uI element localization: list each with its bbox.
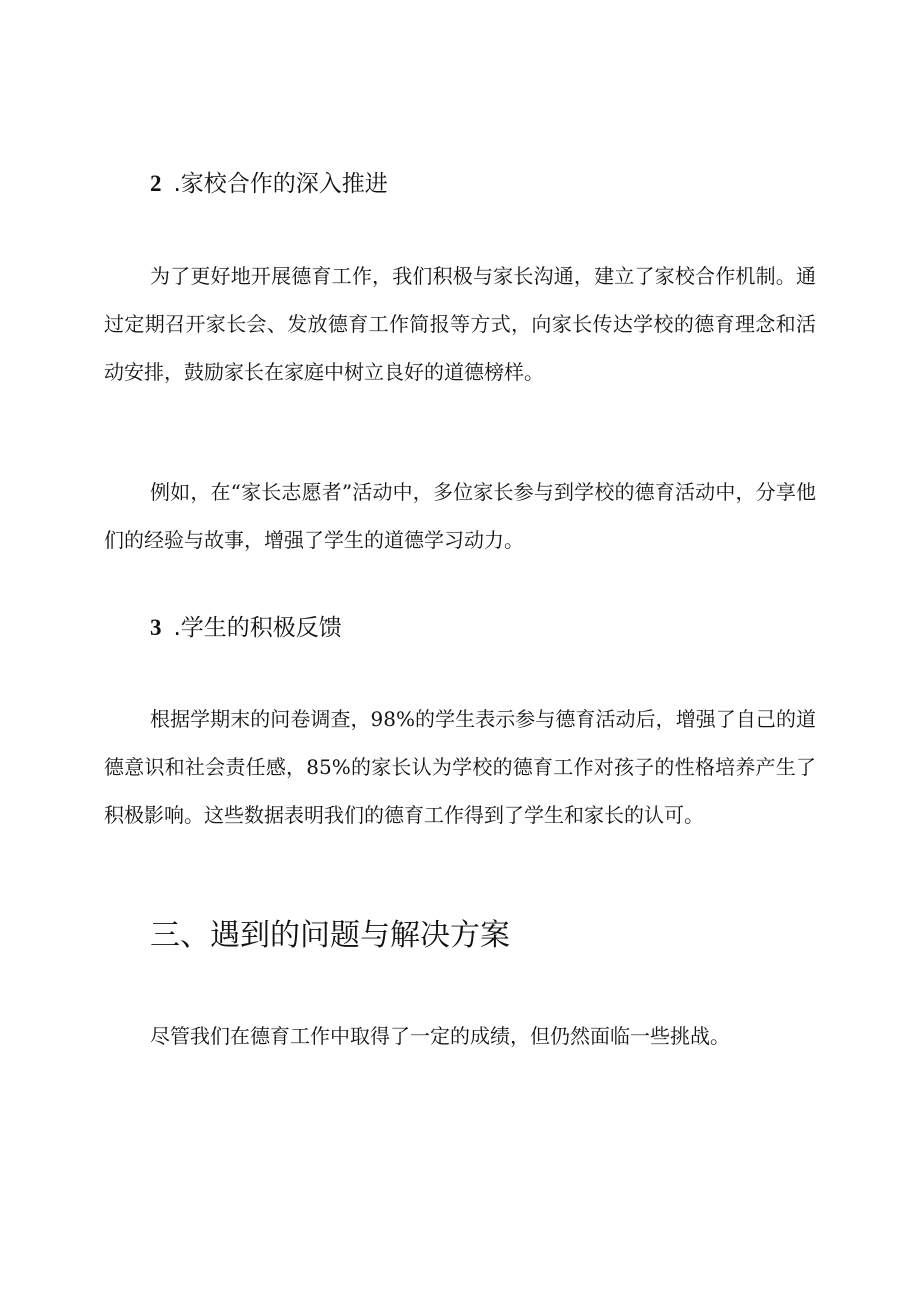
- subsection-heading-3: [150, 609, 342, 642]
- subsection-title: .家校合作的深入推进: [173, 171, 388, 197]
- paragraph-challenges-intro: 尽管我们在德育工作中取得了一定的成绩，但仍然面临一些挑战。: [150, 1024, 730, 1048]
- subsection-number: 3: [150, 615, 162, 640]
- paragraph-survey-feedback: 根据学期末的问卷调查，98%的学生表示参与德育活动后，增强了自己的道德意识和社会责任感，85%的家长认为学校的德育工作对孩子的性格培养产生了积极影响。这些数据表明我们的德育工作得到了学生和家长的认可。: [104, 707, 816, 827]
- subsection-title: .学生的积极反馈: [173, 615, 342, 641]
- paragraph-parent-volunteer-example: 例如，在“家长志愿者”活动中，多位家长参与到学校的德育活动中，分享他们的经验与故事，增强了学生的道德学习动力。: [104, 480, 816, 552]
- subsection-heading-2: [150, 165, 388, 198]
- subsection-number: 2: [150, 171, 162, 196]
- paragraph-home-school-cooperation: 为了更好地开展德育工作，我们积极与家长沟通，建立了家校合作机制。通过定期召开家长会、发放德育工作简报等方式，向家长传达学校的德育理念和活动安排，鼓励家长在家庭中树立良好的道德榜样。: [104, 264, 816, 384]
- chapter-heading: 三、遇到的问题与解决方案: [150, 918, 510, 953]
